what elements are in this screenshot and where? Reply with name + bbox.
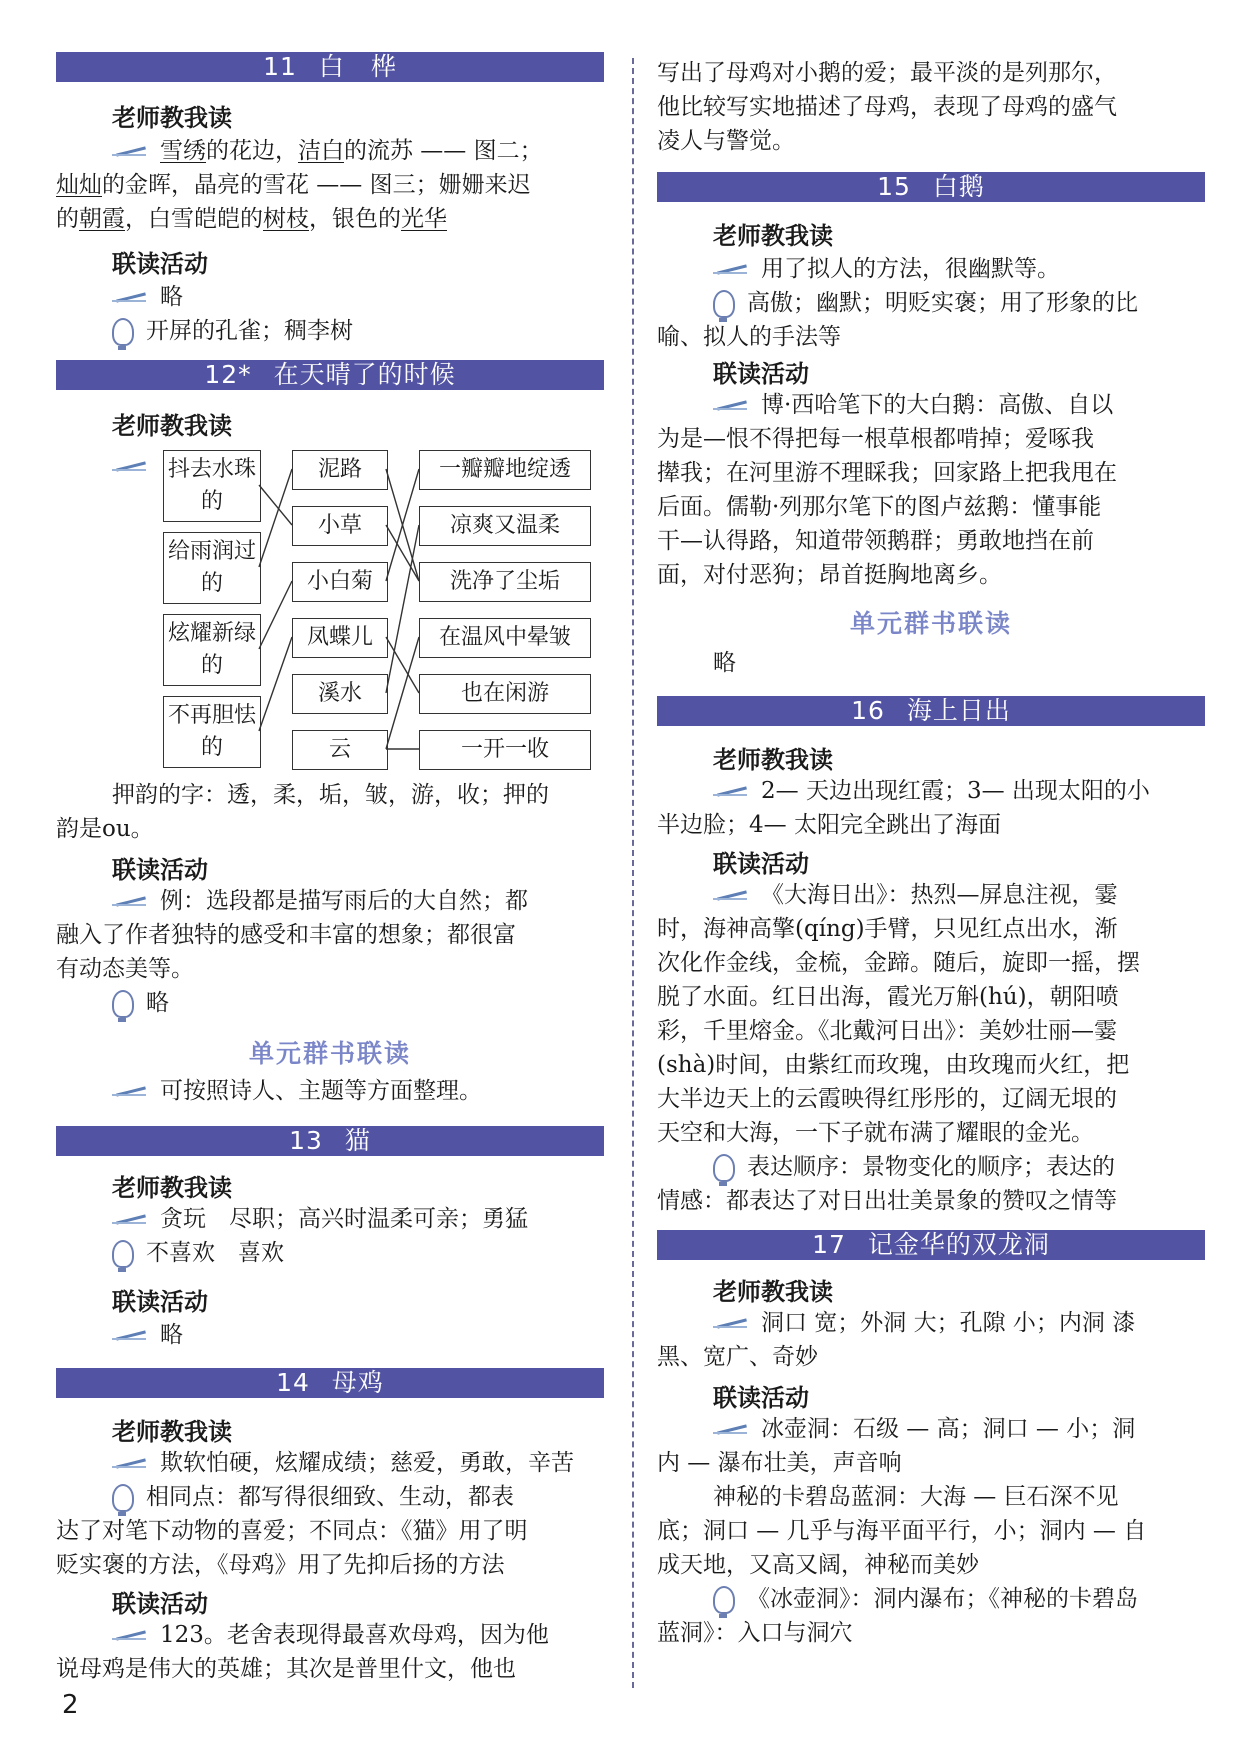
section-11-activity: 略 开屏的孔雀；稠李树 bbox=[56, 280, 604, 348]
section-header-14: 14 母鸡 bbox=[56, 1368, 604, 1398]
joint-reading-heading: 联读活动 bbox=[713, 360, 809, 388]
pen-icon bbox=[112, 1457, 152, 1471]
pen-icon bbox=[713, 785, 753, 799]
unit-group-reading-text: 略 bbox=[713, 650, 736, 676]
section-header-17: 17 记金华的双龙洞 bbox=[657, 1230, 1205, 1260]
rhyme-answer: 押韵的字：透，柔，垢，皱，游，收；押的 韵是ou。 bbox=[56, 782, 549, 842]
section-header-13: 13 猫 bbox=[56, 1126, 604, 1156]
section-12-activity: 例：选段都是描写雨后的大自然；都 融入了作者独特的感受和丰富的想象；都很富 有动态美等。 略 bbox=[56, 888, 528, 1016]
section-16-answers: 2— 天边出现红霞；3— 出现太阳的小 半边脸；4— 太阳完全跳出了海面 bbox=[657, 778, 1150, 838]
lightbulb-icon bbox=[713, 1586, 735, 1614]
joint-reading-heading: 联读活动 bbox=[713, 850, 809, 878]
pen-icon bbox=[112, 1329, 152, 1343]
pen-icon bbox=[713, 889, 753, 903]
match-adjective-box: 炫耀新绿的 bbox=[163, 614, 261, 686]
matching-lines bbox=[56, 0, 604, 800]
section-header-15: 15 白鹅 bbox=[657, 172, 1205, 202]
unit-group-reading-heading: 单元群书联读 bbox=[248, 1039, 411, 1068]
pen-icon bbox=[112, 1629, 152, 1643]
lightbulb-icon bbox=[713, 290, 735, 318]
match-adjective-box: 给雨润过的 bbox=[163, 532, 261, 604]
joint-reading-heading: 联读活动 bbox=[112, 856, 208, 884]
match-phrase-box: 凉爽又温柔 bbox=[419, 506, 591, 546]
lightbulb-icon bbox=[112, 1484, 134, 1512]
section-14-continued: 写出了母鸡对小鹅的爱；最平淡的是列那尔， 他比较写实地描述了母鸡，表现了母鸡的盛气 凌人与警觉。 bbox=[657, 60, 1117, 154]
section-header-16: 16 海上日出 bbox=[657, 696, 1205, 726]
pen-icon bbox=[112, 1213, 152, 1227]
page-number: 2 bbox=[62, 1690, 79, 1720]
joint-reading-heading: 联读活动 bbox=[112, 1590, 208, 1618]
joint-reading-heading: 联读活动 bbox=[112, 1288, 208, 1316]
section-17-activity: 冰壶洞：石级 — 高；洞口 — 小；洞 内 — 瀑布壮美，声音响 神秘的卡碧岛蓝洞：大海 — 巨石深不见 底；洞口 — 几乎与海平面平行，小；洞内 — 自 成天地，又高又阔，神秘而美妙 《冰壶洞》：洞内瀑布；《神秘的卡碧岛 蓝洞》：入口与洞穴 bbox=[657, 1416, 1147, 1646]
unit-group-reading-heading: 单元群书联读 bbox=[849, 609, 1012, 638]
match-adjective-box: 抖去水珠的 bbox=[163, 450, 261, 522]
section-13-answers: 贪玩 尽职；高兴时温柔可亲；勇猛 不喜欢 喜欢 bbox=[56, 1202, 604, 1270]
match-noun-box: 溪水 bbox=[292, 674, 388, 714]
pen-icon bbox=[713, 1423, 753, 1437]
section-header-11: 11 白 桦 bbox=[56, 52, 604, 82]
lightbulb-icon bbox=[112, 1240, 134, 1268]
teacher-read-heading: 老师教我读 bbox=[112, 1418, 232, 1446]
section-16-activity: 《大海日出》：热烈—屏息注视，霎 时，海神高擎(qíng)手臂，只见红点出水，渐 次化作金线，金梳，金蹄。随后，旋即一摇，摆 脱了水面。红日出海，霞光万斛(hú)，朝阳喷 彩，千里熔金。《北戴河日出》：美妙壮丽—霎 (shà)时间，由紫红而玫瑰，由玫瑰而火红，把 大半边天上的云霞映得红彤彤的，辽阔无垠的 天空和大海，一下子就布满了耀眼的金光。 表达顺序：景物变化的顺序；表达的 情感：都表达了对日出壮美景象的赞叹之情等 bbox=[657, 882, 1140, 1214]
match-noun-box: 泥路 bbox=[292, 450, 388, 490]
section-11-answers: 雪绣的花边，洁白的流苏 —— 图二； 灿灿的金晖，晶亮的雪花 —— 图三；姗姗来迟 的朝霞，白雪皑皑的树枝，银色的光华 bbox=[56, 138, 543, 232]
match-noun-box: 云 bbox=[292, 730, 388, 770]
teacher-read-heading: 老师教我读 bbox=[112, 1174, 232, 1202]
lightbulb-icon bbox=[713, 1154, 735, 1182]
teacher-read-heading: 老师教我读 bbox=[713, 746, 833, 774]
match-phrase-box: 也在闲游 bbox=[419, 674, 591, 714]
section-17-answers: 洞口 宽；外洞 大；孔隙 小；内洞 漆 黑、宽广、奇妙 bbox=[657, 1310, 1136, 1370]
section-14-activity: 123。老舍表现得最喜欢母鸡，因为他 说母鸡是伟大的英雄；其次是普里什文，他也 bbox=[56, 1622, 549, 1682]
match-phrase-box: 一开一收 bbox=[419, 730, 591, 770]
section-15-activity: 博·西哈笔下的大白鹅：高傲、自以 为是—恨不得把每一根草根都啃掉；爱啄我 撵我；在河里游不理睬我；回家路上把我甩在 后面。儒勒·列那尔笔下的图卢兹鹅：懂事能 干—认得路，知道带领鹅群；勇敢地挡在前 面，对付恶狗；昂首挺胸地离乡。 bbox=[657, 392, 1117, 588]
unit-group-reading-text: 可按照诗人、主题等方面整理。 bbox=[56, 1074, 604, 1108]
teacher-read-heading: 老师教我读 bbox=[713, 1278, 833, 1306]
lightbulb-icon bbox=[112, 990, 134, 1018]
pen-icon bbox=[713, 399, 753, 413]
match-noun-box: 小草 bbox=[292, 506, 388, 546]
joint-reading-heading: 联读活动 bbox=[713, 1384, 809, 1412]
match-noun-box: 小白菊 bbox=[292, 562, 388, 602]
pen-icon bbox=[713, 263, 753, 277]
match-phrase-box: 在温风中晕皱 bbox=[419, 618, 591, 658]
match-noun-box: 凤蝶儿 bbox=[292, 618, 388, 658]
match-phrase-box: 洗净了尘垢 bbox=[419, 562, 591, 602]
teacher-read-heading: 老师教我读 bbox=[713, 222, 833, 250]
section-header-12: 12* 在天晴了的时候 bbox=[56, 360, 604, 390]
teacher-read-heading: 老师教我读 bbox=[112, 104, 232, 132]
section-13-activity: 略 bbox=[56, 1318, 604, 1352]
teacher-read-heading: 老师教我读 bbox=[112, 412, 232, 440]
section-14-answers: 欺软怕硬，炫耀成绩；慈爱，勇敢，辛苦 相同点：都写得很细致、生动，都表 达了对笔下动物的喜爱；不同点：《猫》用了明 贬实褒的方法，《母鸡》用了先抑后扬的方法 bbox=[56, 1450, 574, 1578]
match-phrase-box: 一瓣瓣地绽透 bbox=[419, 450, 591, 490]
section-15-answers: 用了拟人的方法，很幽默等。 高傲；幽默；明贬实褒；用了形象的比 喻、拟人的手法等 bbox=[657, 256, 1138, 350]
match-adjective-box: 不再胆怯的 bbox=[163, 696, 261, 768]
pen-icon bbox=[713, 1317, 753, 1331]
pen-icon bbox=[112, 895, 152, 909]
column-divider bbox=[632, 58, 634, 1688]
pen-icon bbox=[112, 1085, 152, 1099]
joint-reading-heading: 联读活动 bbox=[112, 250, 208, 278]
